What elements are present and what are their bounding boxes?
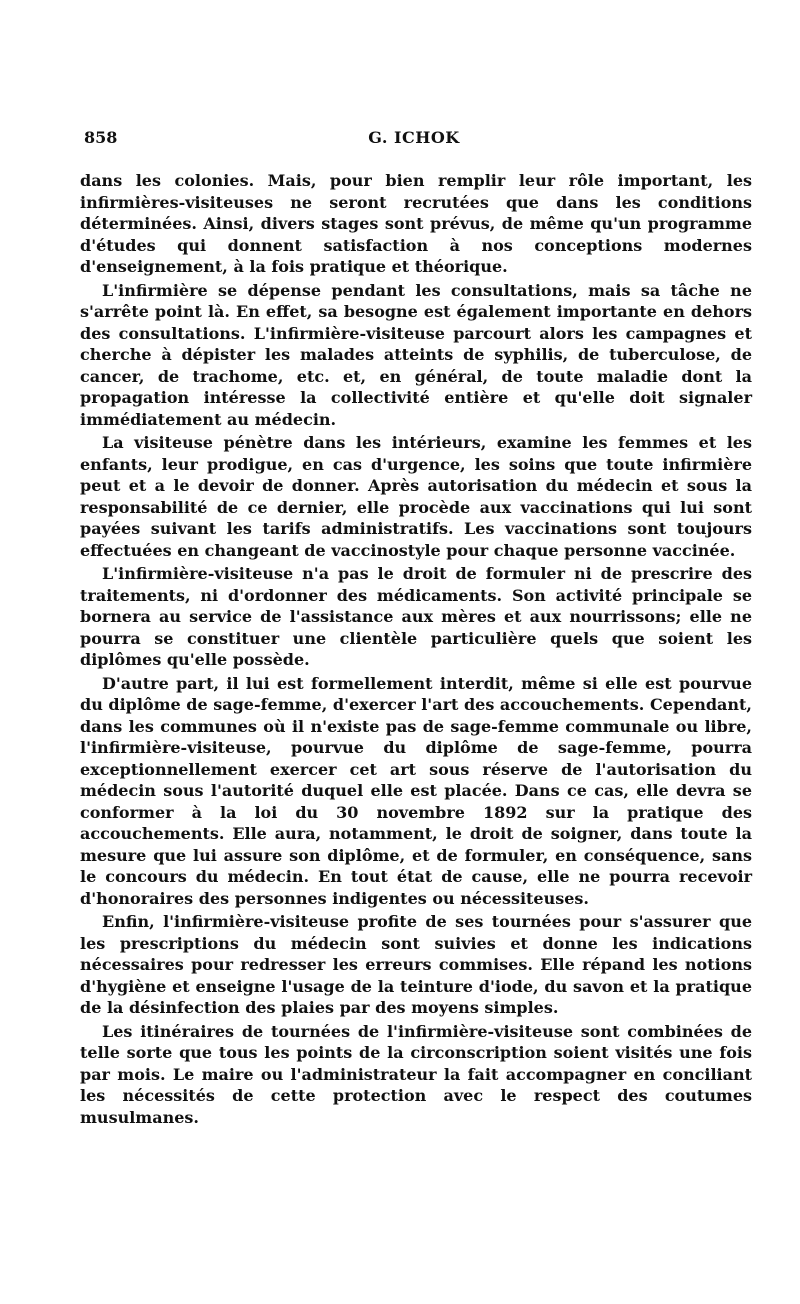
- paragraph: La visiteuse pénètre dans les intérieurs, examine les femmes et les enfants, leur prodigue, en cas d'urgence, les soins que toute infirmière peut et a le devoir de donner. Après autorisation du médecin et sous la responsabilité de ce dernier, elle procède aux vaccinations qui lui sont payées suivant les tarifs administratifs. Les vaccinations sont toujours effectuées en changeant de vaccinostyle pour chaque personne vaccinée.: [80, 433, 752, 560]
- paragraph: Enfin, l'infirmière-visiteuse profite de ses tournées pour s'assurer que les prescriptions du médecin sont suivies et donne les indications nécessaires pour redresser les erreurs commises. Elle répand les notions d'hygiène et enseigne l'usage de la teinture d'iode, du savon et la pratique de la désinfection des plaies par des moyens simples.: [80, 912, 752, 1017]
- page-number: 858: [84, 128, 118, 147]
- body-text: [80, 170, 752, 1130]
- paragraph-continued: dans les colonies. Mais, pour bien remplir leur rôle important, les infirmières-visiteuses ne seront recrutées que dans les conditions déterminées. Ainsi, divers stages sont prévus, de même qu'un programme d'études qui donnent satisfaction à nos conceptions modernes d'enseignement, à la fois pratique et théorique.: [80, 171, 752, 276]
- running-head-author: G. ICHOK: [368, 128, 460, 147]
- paragraph: L'infirmière se dépense pendant les consultations, mais sa tâche ne s'arrête point là. En effet, sa besogne est également importante en dehors des consultations. L'infirmière-visiteuse parcourt alors les campagnes et cherche à dépister les malades atteints de syphilis, de tuberculose, de cancer, de trachome, etc. et, en général, de toute maladie dont la propagation intéresse la collectivité entière et qu'elle doit signaler immédiatement au médecin.: [80, 280, 752, 429]
- paragraph: Les itinéraires de tournées de l'infirmière-visiteuse sont combinées de telle sorte que tous les points de la circonscription soient visités une fois par mois. Le maire ou l'administrateur la fait accompagner en conciliant les nécessités de cette protection avec le respect des coutumes musulmanes.: [80, 1021, 752, 1127]
- paragraph: D'autre part, il lui est formellement interdit, même si elle est pourvue du diplôme de sage-femme, d'exercer l'art des accouchements. Cependant, dans les communes où il n'existe pas de sage-femme communale ou libre, l'infirmière-visiteuse, pourvue du diplôme de sage-femme, pourra exceptionnellement exercer cet art sous réserve de l'autorisation du médecin sous l'autorité duquel elle est placée. Dans ce cas, elle devra se conformer à la loi du 30 novembre 1892 sur la pratique des accouchements. Elle aura, notamment, le droit de soigner, dans toute la mesure que lui assure son diplôme, et de formuler, en conséquence, sans le concours du médecin. En tout état de cause, elle ne pourra recevoir d'honoraires des personnes indigentes ou nécessiteuses.: [80, 673, 752, 908]
- page-header: [84, 128, 744, 152]
- paragraph: L'infirmière-visiteuse n'a pas le droit de formuler ni de prescrire des traitements, ni d'ordonner des médicaments. Son activité principale se bornera au service de l'assistance aux mères et aux nourrissons; elle ne pourra se constituer une clientèle particulière quels que soient les diplômes qu'elle possède.: [80, 564, 752, 669]
